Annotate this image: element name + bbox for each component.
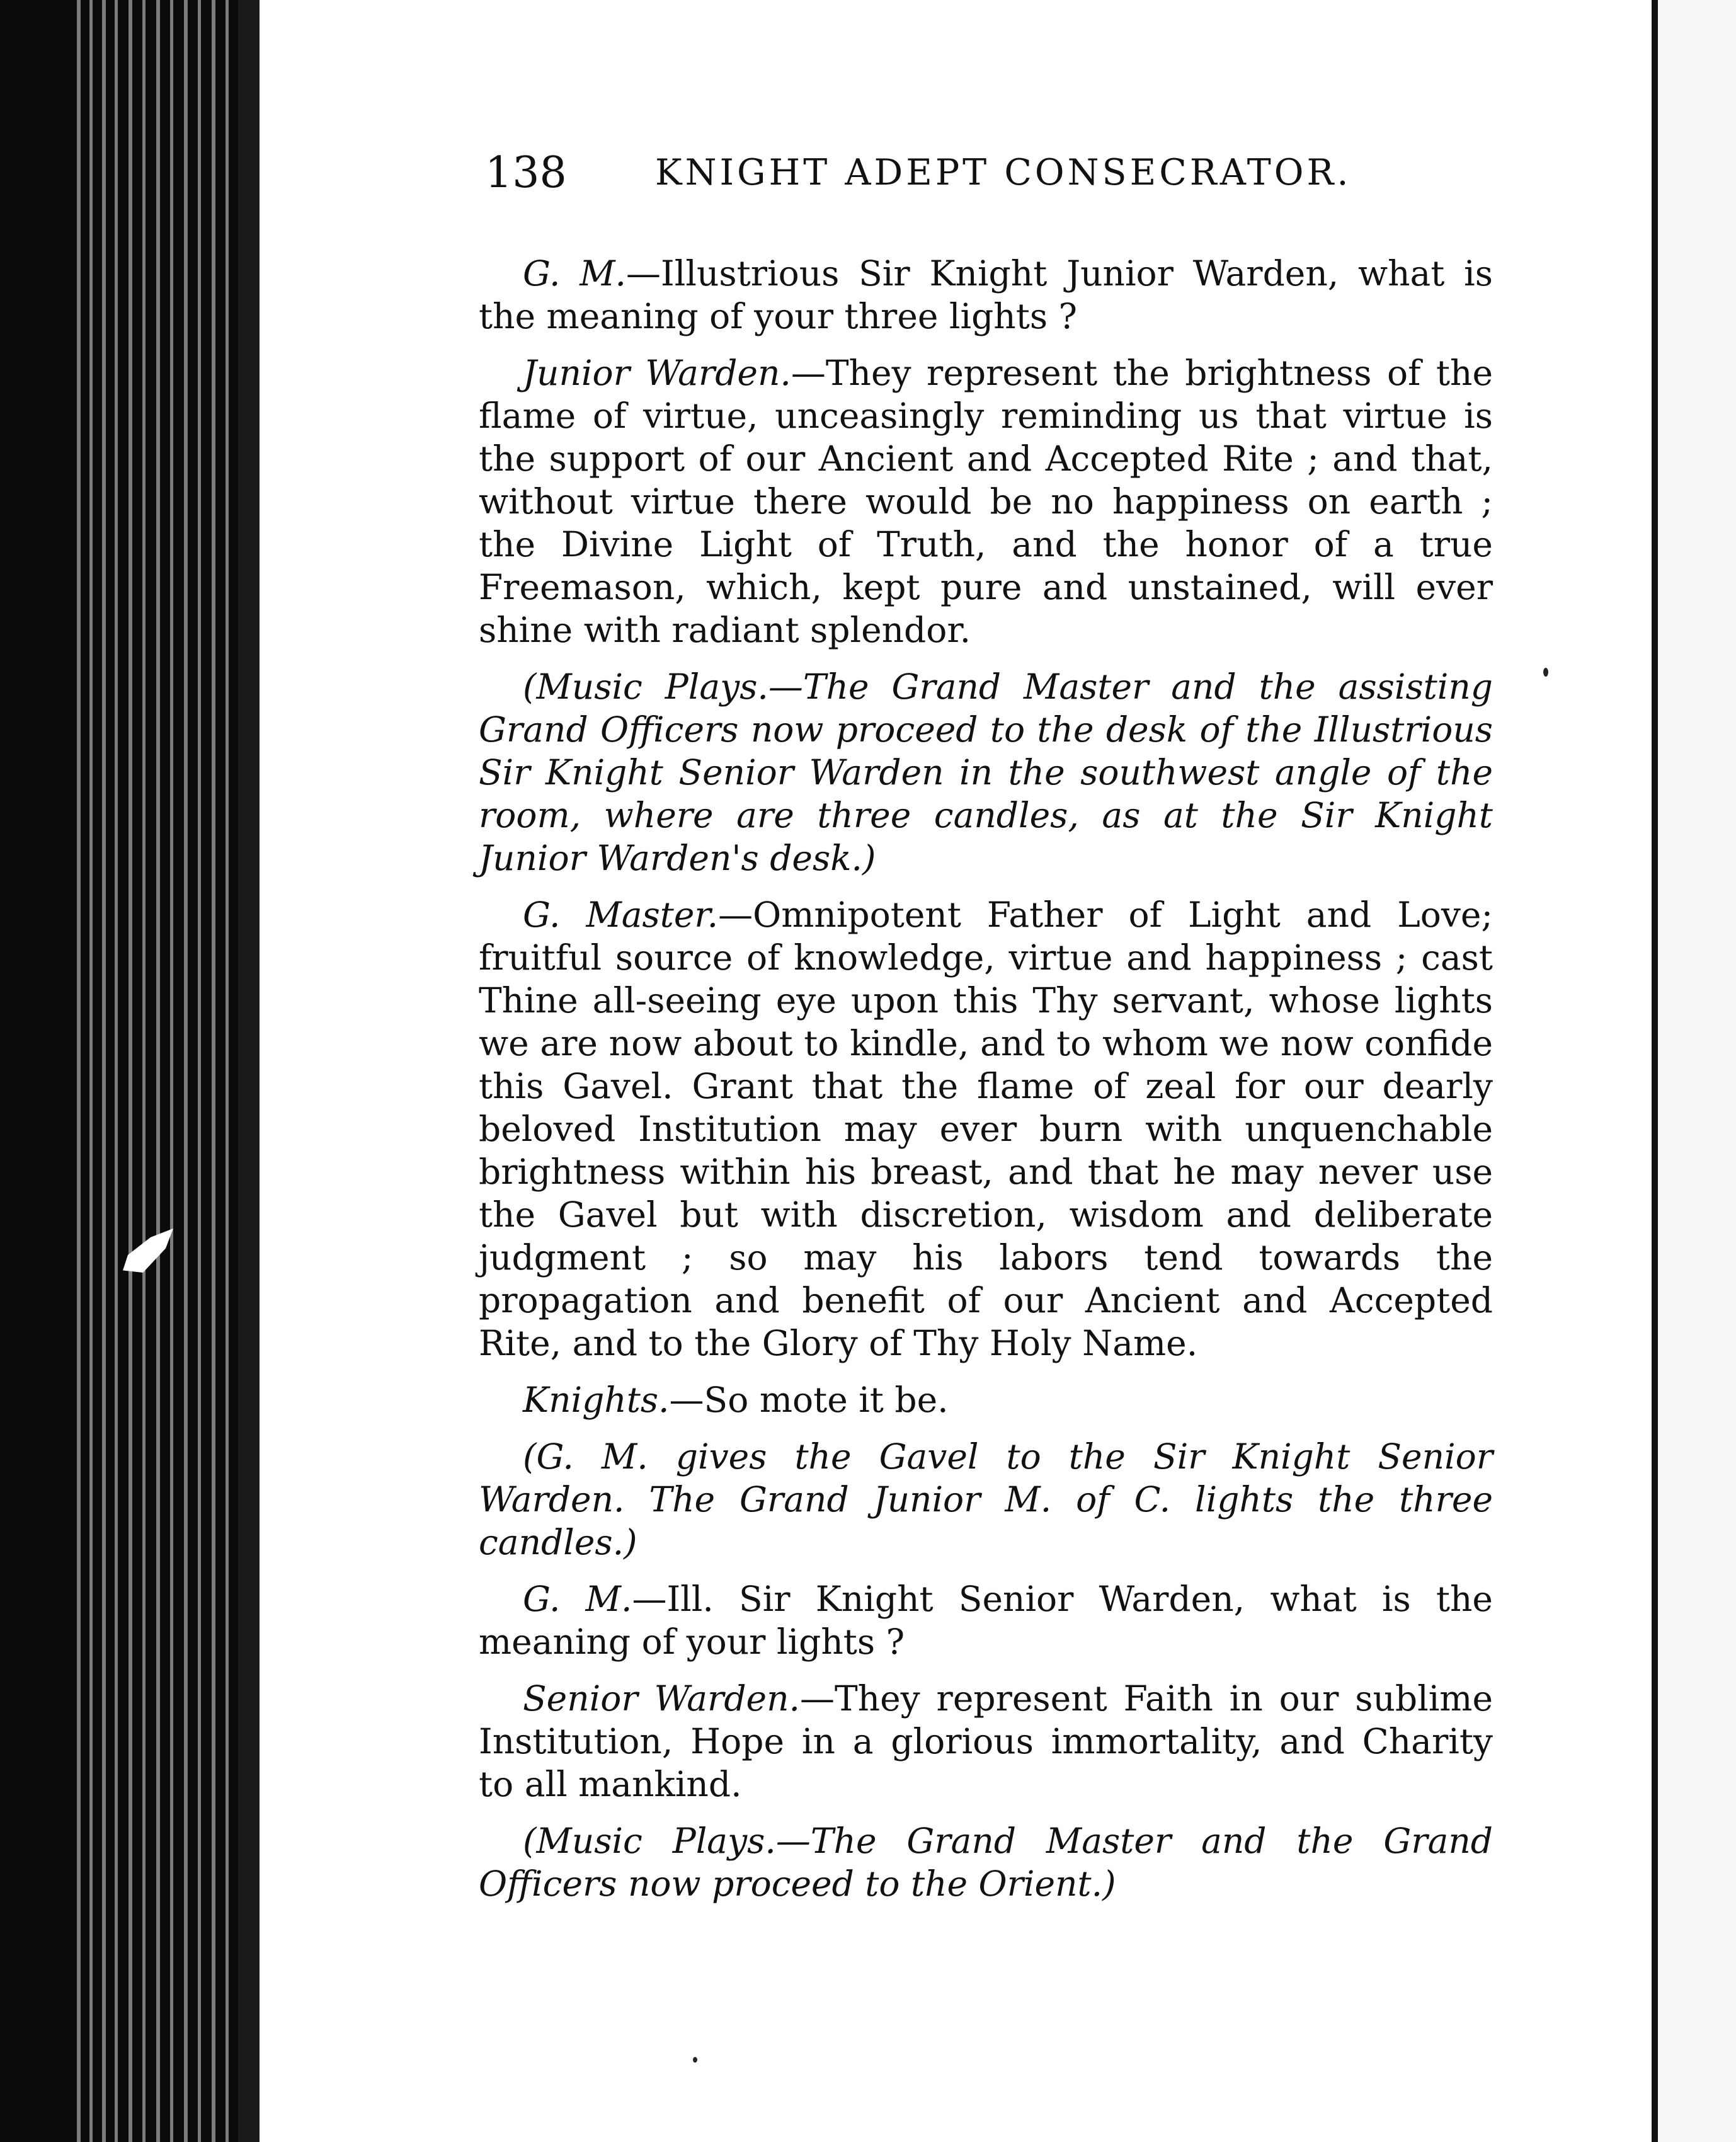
stage-direction: (Music Plays.—The Grand Master and the assisting Grand Officers now proceed to the desk of the Illustrious Sir Knight Senior Warden in the southwest angle of the room, where are three candles, as at the Sir Knight Junior Warden's desk.) — [479, 667, 1493, 878]
stage-direction: (G. M. gives the Gavel to the Sir Knight Senior Warden. The Grand Junior M. of C. lights the three candles.) — [479, 1436, 1493, 1562]
page-leaf — [170, 0, 173, 2142]
dialogue-paragraph — [479, 893, 1493, 1365]
speaker-name: G. M. — [523, 1579, 632, 1619]
page-leaf — [115, 0, 118, 2142]
paragraph-text: —They represent the brightness of the flame of virtue, unceasingly reminding us that virtue is the support of our Ancient and Accepted Rite ; and that, without virtue there would be no happiness on earth ; the Divine Light of Truth, and the honor of a true Freemason, which, kept pure and unstained, will ever shine with radiant splendor. — [479, 353, 1493, 650]
dialogue-paragraph — [479, 1677, 1493, 1806]
dialogue-paragraph — [479, 352, 1493, 651]
dialogue-paragraph — [479, 1578, 1493, 1663]
ink-speck — [693, 2057, 697, 2063]
page-leaf — [128, 0, 132, 2142]
paragraph-text: —They represent Faith in our sublime Institution, Hope in a glorious immortality, and Charity to all mankind. — [479, 1678, 1493, 1804]
speaker-name: G. M. — [523, 253, 627, 294]
running-head: KNIGHT ADEPT CONSECRATOR. — [655, 152, 1352, 193]
book-edge — [0, 0, 268, 2142]
dialogue-paragraph — [479, 252, 1493, 338]
page-number: 138 — [485, 148, 567, 198]
facing-page — [1658, 0, 1736, 2142]
speaker-name: Senior Warden. — [523, 1678, 800, 1719]
body-text — [479, 252, 1493, 1919]
page-leaf — [77, 0, 81, 2142]
paragraph-text: —Omnipotent Father of Light and Love; fruitful source of knowledge, virtue and happiness ; cast Thine all-seeing eye upon this Thy servant, whose lights we are now about to kindle, and to whom we now confide this Gavel. Grant that the flame of zeal for our dearly beloved Institution may ever burn with unquenchable brightness within his breast, and that he may never use the Gavel but with discretion, wisdom and deliberate judgment ; so may his labors tend towards the propagation and benefit of our Ancient and Accepted Rite, and to the Glory of Thy Holy Name. — [479, 895, 1493, 1363]
page-leaf — [198, 0, 201, 2142]
speaker-name: Knights. — [523, 1380, 670, 1420]
paragraph-text: —So mote it be. — [669, 1380, 949, 1420]
paragraph-text: —Ill. Sir Knight Senior Warden, what is the meaning of your lights ? — [479, 1579, 1493, 1662]
page-leaf — [226, 0, 229, 2142]
speaker-name: Junior Warden. — [523, 353, 791, 393]
page-leaf — [212, 0, 215, 2142]
page-leaf — [184, 0, 188, 2142]
stage-direction: (Music Plays.—The Grand Master and the Grand Officers now proceed to the Orient.) — [479, 1821, 1493, 1904]
dialogue-paragraph — [479, 1378, 1493, 1421]
speaker-name: G. Master. — [523, 895, 719, 935]
page-leaf — [156, 0, 160, 2142]
ink-speck — [1543, 668, 1548, 677]
page-gutter — [238, 0, 260, 2142]
page-leaf — [89, 0, 93, 2142]
facing-page-shadow — [1652, 0, 1658, 2142]
page-leaf — [102, 0, 106, 2142]
page-leaf — [142, 0, 146, 2142]
paragraph-text: —Illustrious Sir Knight Junior Warden, what is the meaning of your three lights ? — [479, 253, 1493, 336]
